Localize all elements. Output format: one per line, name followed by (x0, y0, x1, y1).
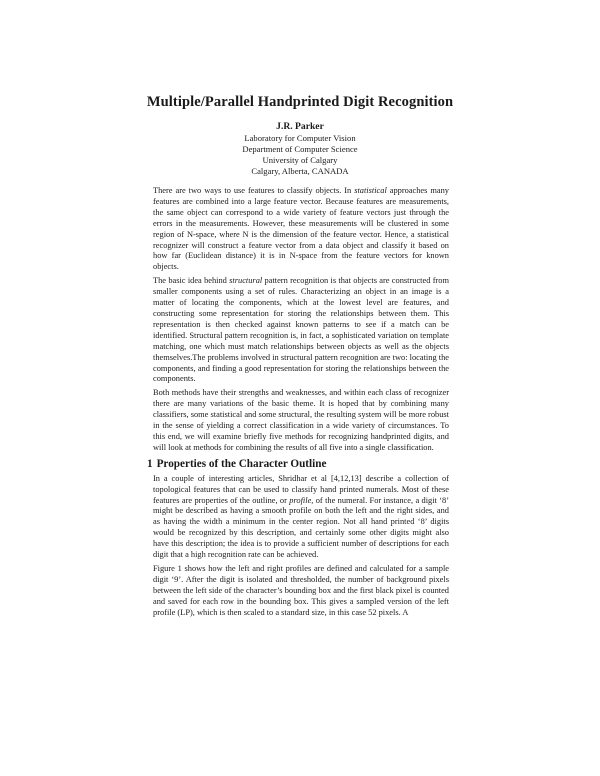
affiliation-line: University of Calgary (262, 155, 338, 165)
section-heading (147, 457, 449, 471)
text-run: In a couple of interesting articles, Shridhar et al [4,12,13] describe a collection of topological features that can be used to classify hand printed numerals. Most of these features are properties of the outline, or (153, 473, 449, 505)
text-run: approaches many features are combined into a large feature vector. Because features are measurements, the same object can correspond to a wide variety of feature vectors just through the errors in the measurements. However, these measurements will be clustered in some region of N-space, where N is the dimension of the feature vector. Hence, a statistical recognizer will construct a feature vector from a data object and classify it based on how far (Euclidean distance) it is in N-space from the feature vectors for known objects. (153, 186, 449, 272)
affiliation-line: Calgary, Alberta, CANADA (251, 166, 349, 176)
section-title: Properties of the Character Outline (156, 457, 327, 470)
paragraph-shridhar (153, 474, 449, 561)
author-block (0, 121, 600, 177)
text-run: pattern recognition is that objects are constructed from smaller components using a set of rules. Characterizing an object in an image is a matter of locating the components, which at the lowest level are features, and constructing some representation for storing the relationships between them. This representation is then checked against known patterns to see if a match can be identified. Structural pattern recognition is, in fact, a sophisticated variation on template matching, one which must match relationships between objects as well as the objects themselves.The problems involved in structural pattern recognition are two: locating the components, and finding a good representation for storing the relationships between the components. (153, 276, 449, 384)
emphasis-structural: structural (229, 276, 263, 286)
paragraph-statistical (153, 186, 449, 273)
text-run: The basic idea behind (153, 276, 230, 286)
paragraph-both-methods (153, 388, 449, 453)
emphasis-profile: profile (289, 495, 312, 505)
text-run: , of the numeral. For instance, a digit ‘8’ might be described as having a smooth profile on both the left and the right sides, and as having the width a minimum in the center region. Not all hand printed ‘8’ digits would be recognized by this description, and certainly some other digits might also have this description; the idea is to provide a sufficient number of descriptions for each digit that a high recognition rate can be achieved. (153, 495, 449, 560)
affiliation-line: Department of Computer Science (242, 144, 358, 154)
text-run: Figure 1 shows how the left and right profiles are defined and calculated for a sample digit ‘9’. After the digit is isolated and thresholded, the number of background pixels between the left side of the character’s bounding box and the first black pixel is counted and saved for each row in the bounding box. This gives a sampled version of the left profile (LP), which is then scaled to a standard size, in this case 52 pixels. A (153, 564, 449, 617)
paper-title: Multiple/Parallel Handprinted Digit Recognition (146, 94, 454, 110)
paragraph-structural (153, 276, 449, 385)
text-run: There are two ways to use features to classify objects. In (153, 186, 355, 195)
affiliation-line: Laboratory for Computer Vision (244, 133, 356, 143)
text-run: Both methods have their strengths and weaknesses, and within each class of recognizer there are many variations of the basic theme. It is hoped that by combining many classifiers, some statistical and some structural, the resulting system will be more robust in the sense of yielding a correct classification in a wide variety of circumstances. To this end, we will examine briefly five methods for recognizing handprinted digits, and will look at methods for combining the results of all five into a single classification. (153, 388, 449, 452)
emphasis-statistical: statistical (354, 186, 387, 195)
author-name: J.R. Parker (276, 121, 324, 132)
section-number: 1 (147, 457, 153, 470)
body-text (147, 186, 449, 622)
paragraph-figure-1 (153, 564, 449, 619)
